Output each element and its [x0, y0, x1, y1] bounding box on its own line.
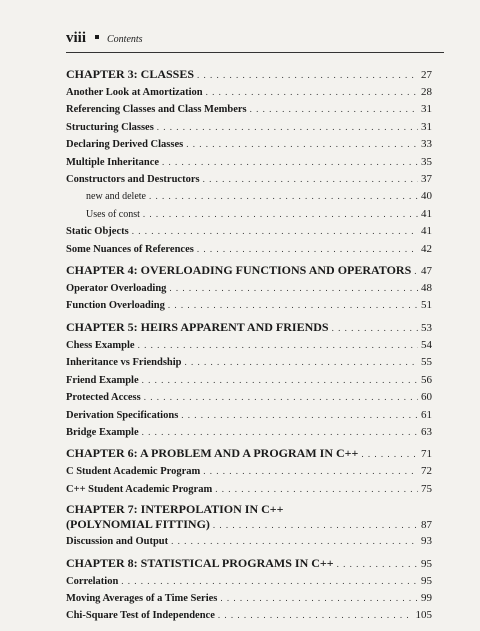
- dot-leader: [142, 372, 418, 388]
- toc-page-number: 47: [421, 265, 432, 278]
- toc-page-number: 105: [415, 609, 432, 622]
- toc-page-number: 71: [421, 448, 432, 461]
- dot-leader: [218, 607, 413, 623]
- dot-leader: [143, 206, 418, 222]
- toc-title: Static Objects: [66, 226, 129, 238]
- toc-title: Correlation: [66, 575, 119, 587]
- toc-title: C Student Academic Program: [66, 466, 201, 478]
- dot-leader: [213, 518, 418, 533]
- toc-title: Moving Averages of a Time Series: [66, 592, 218, 604]
- dot-leader: [157, 119, 418, 135]
- toc-title: Protected Access: [66, 392, 141, 404]
- toc-title: Uses of const: [86, 208, 140, 220]
- dot-leader: [186, 136, 418, 152]
- toc-entry-row: [66, 136, 432, 153]
- toc-entry-row: [66, 354, 432, 371]
- toc-page-number: 51: [421, 299, 432, 312]
- dot-leader: [169, 280, 418, 296]
- toc-page-number: 61: [421, 408, 432, 421]
- dot-leader: [144, 389, 418, 405]
- dot-leader: [171, 533, 418, 549]
- dot-leader: [361, 446, 418, 463]
- toc-title: Inheritance vs Friendship: [66, 357, 182, 369]
- toc-title: CHAPTER 5: HEIRS APPARENT AND FRIENDS: [66, 319, 329, 334]
- toc-page-number: 28: [421, 86, 432, 98]
- dot-leader: [162, 154, 418, 170]
- toc-chapter-row: [66, 66, 432, 84]
- toc-entry-row: [66, 590, 432, 607]
- toc-entry-row: [66, 84, 432, 101]
- toc-title: Another Look at Amortization: [66, 87, 203, 98]
- toc-title: Some Nuances of References: [66, 243, 194, 255]
- toc-title: Function Overloading: [66, 300, 165, 312]
- toc-entry-row: [66, 607, 432, 624]
- toc-chapter-row: [66, 517, 432, 533]
- toc-page-number: 63: [421, 425, 432, 438]
- toc-page-number: 31: [421, 120, 432, 133]
- header-rule: [66, 52, 444, 53]
- toc-page-number: 55: [421, 356, 432, 369]
- table-of-contents: [66, 66, 432, 625]
- toc-title: Operator Overloading: [66, 283, 167, 295]
- toc-page-number: 87: [421, 519, 432, 532]
- toc-page-number: 95: [421, 574, 432, 587]
- dot-leader: [121, 573, 418, 589]
- dot-leader: [332, 320, 418, 337]
- toc-title: Friend Example: [66, 374, 139, 386]
- toc-chapter-row: [66, 319, 432, 337]
- toc-title: new and delete: [86, 191, 146, 203]
- dot-leader: [203, 463, 418, 479]
- dot-leader: [168, 297, 418, 313]
- toc-subentry-row: [66, 188, 432, 205]
- toc-title: Declaring Derived Classes: [66, 139, 184, 151]
- toc-title: CHAPTER 4: OVERLOADING FUNCTIONS AND OPERATORS: [66, 263, 412, 278]
- toc-entry-row: [66, 223, 432, 240]
- toc-title: Chi-Square Test of Independence: [66, 610, 215, 622]
- page-number: viii: [66, 30, 87, 46]
- toc-chapter-row: [66, 555, 432, 573]
- toc-title: Discussion and Output: [66, 536, 169, 548]
- dot-leader: [203, 171, 418, 187]
- toc-page-number: 60: [421, 391, 432, 404]
- toc-title: CHAPTER 6: A PROBLEM AND A PROGRAM IN C++: [66, 446, 359, 461]
- toc-page-number: 35: [421, 155, 432, 168]
- dot-leader: [185, 354, 418, 370]
- toc-entry-row: [66, 241, 432, 258]
- dot-leader: [197, 241, 418, 257]
- toc-page-number: 31: [421, 103, 432, 116]
- toc-entry-row: [66, 424, 432, 441]
- toc-page-number: 41: [421, 225, 432, 238]
- page-header: [66, 30, 444, 52]
- dot-leader: [149, 188, 418, 204]
- toc-chapter-row: [66, 445, 432, 463]
- toc-entry-row: [66, 154, 432, 171]
- dot-leader: [197, 67, 418, 84]
- toc-page-number: 95: [421, 557, 432, 570]
- toc-entry-row: [66, 533, 432, 550]
- toc-entry-row: [66, 280, 432, 297]
- toc-entry-row: [66, 389, 432, 406]
- toc-page-number: 42: [421, 242, 432, 255]
- chapter-heading-line: CHAPTER 7: INTERPOLATION IN C++: [66, 502, 284, 517]
- toc-chapter-row: [66, 262, 432, 280]
- toc-entry-row: [66, 101, 432, 118]
- toc-page-number: 72: [421, 465, 432, 478]
- toc-page-number: 48: [421, 282, 432, 295]
- toc-entry-row: [66, 372, 432, 389]
- toc-page-number: 56: [421, 373, 432, 386]
- toc-page-number: 41: [421, 207, 432, 220]
- toc-subentry-row: [66, 206, 432, 223]
- dot-leader: [181, 407, 418, 423]
- toc-page-number: 33: [421, 138, 432, 151]
- toc-entry-row: [66, 171, 432, 188]
- dot-leader: [142, 424, 418, 440]
- dot-leader: [132, 223, 418, 239]
- toc-entry-row: [66, 463, 432, 480]
- bullet-separator-icon: [95, 35, 99, 39]
- toc-title: Constructors and Destructors: [66, 174, 200, 186]
- toc-page-number: 27: [421, 69, 432, 81]
- dot-leader: [138, 337, 418, 353]
- dot-leader: [250, 101, 418, 117]
- toc-entry-row: [66, 297, 432, 314]
- toc-title: C++ Student Academic Program: [66, 483, 213, 495]
- toc-title: CHAPTER 3: CLASSES: [66, 67, 195, 81]
- toc-page-number: 53: [421, 321, 432, 334]
- toc-entry-row: [66, 573, 432, 590]
- dot-leader: [215, 481, 418, 497]
- toc-page-number: 54: [421, 338, 432, 351]
- toc-entry-row: [66, 119, 432, 136]
- toc-title: Structuring Classes: [66, 121, 154, 133]
- toc-title: Bridge Example: [66, 426, 139, 438]
- toc-title: Derivation Specifications: [66, 409, 179, 421]
- toc-entry-row: [66, 407, 432, 424]
- toc-page-number: 99: [421, 591, 432, 604]
- toc-page-number: 93: [421, 535, 432, 548]
- dot-leader: [220, 590, 418, 606]
- toc-title: Referencing Classes and Class Members: [66, 104, 247, 116]
- toc-title: Multiple Inheritance: [66, 156, 160, 168]
- toc-page-number: 75: [421, 482, 432, 495]
- dot-leader: [414, 263, 418, 280]
- toc-title: (POLYNOMIAL FITTING): [66, 517, 210, 532]
- toc-page-number: 40: [421, 190, 432, 203]
- toc-title: Chess Example: [66, 339, 135, 351]
- toc-entry-row: [66, 481, 432, 498]
- toc-entry-row: [66, 337, 432, 354]
- dot-leader: [206, 84, 418, 100]
- toc-title: CHAPTER 8: STATISTICAL PROGRAMS IN C++: [66, 555, 334, 570]
- toc-page-number: 37: [421, 173, 432, 186]
- running-head-title: Contents: [107, 34, 143, 45]
- dot-leader: [337, 556, 418, 573]
